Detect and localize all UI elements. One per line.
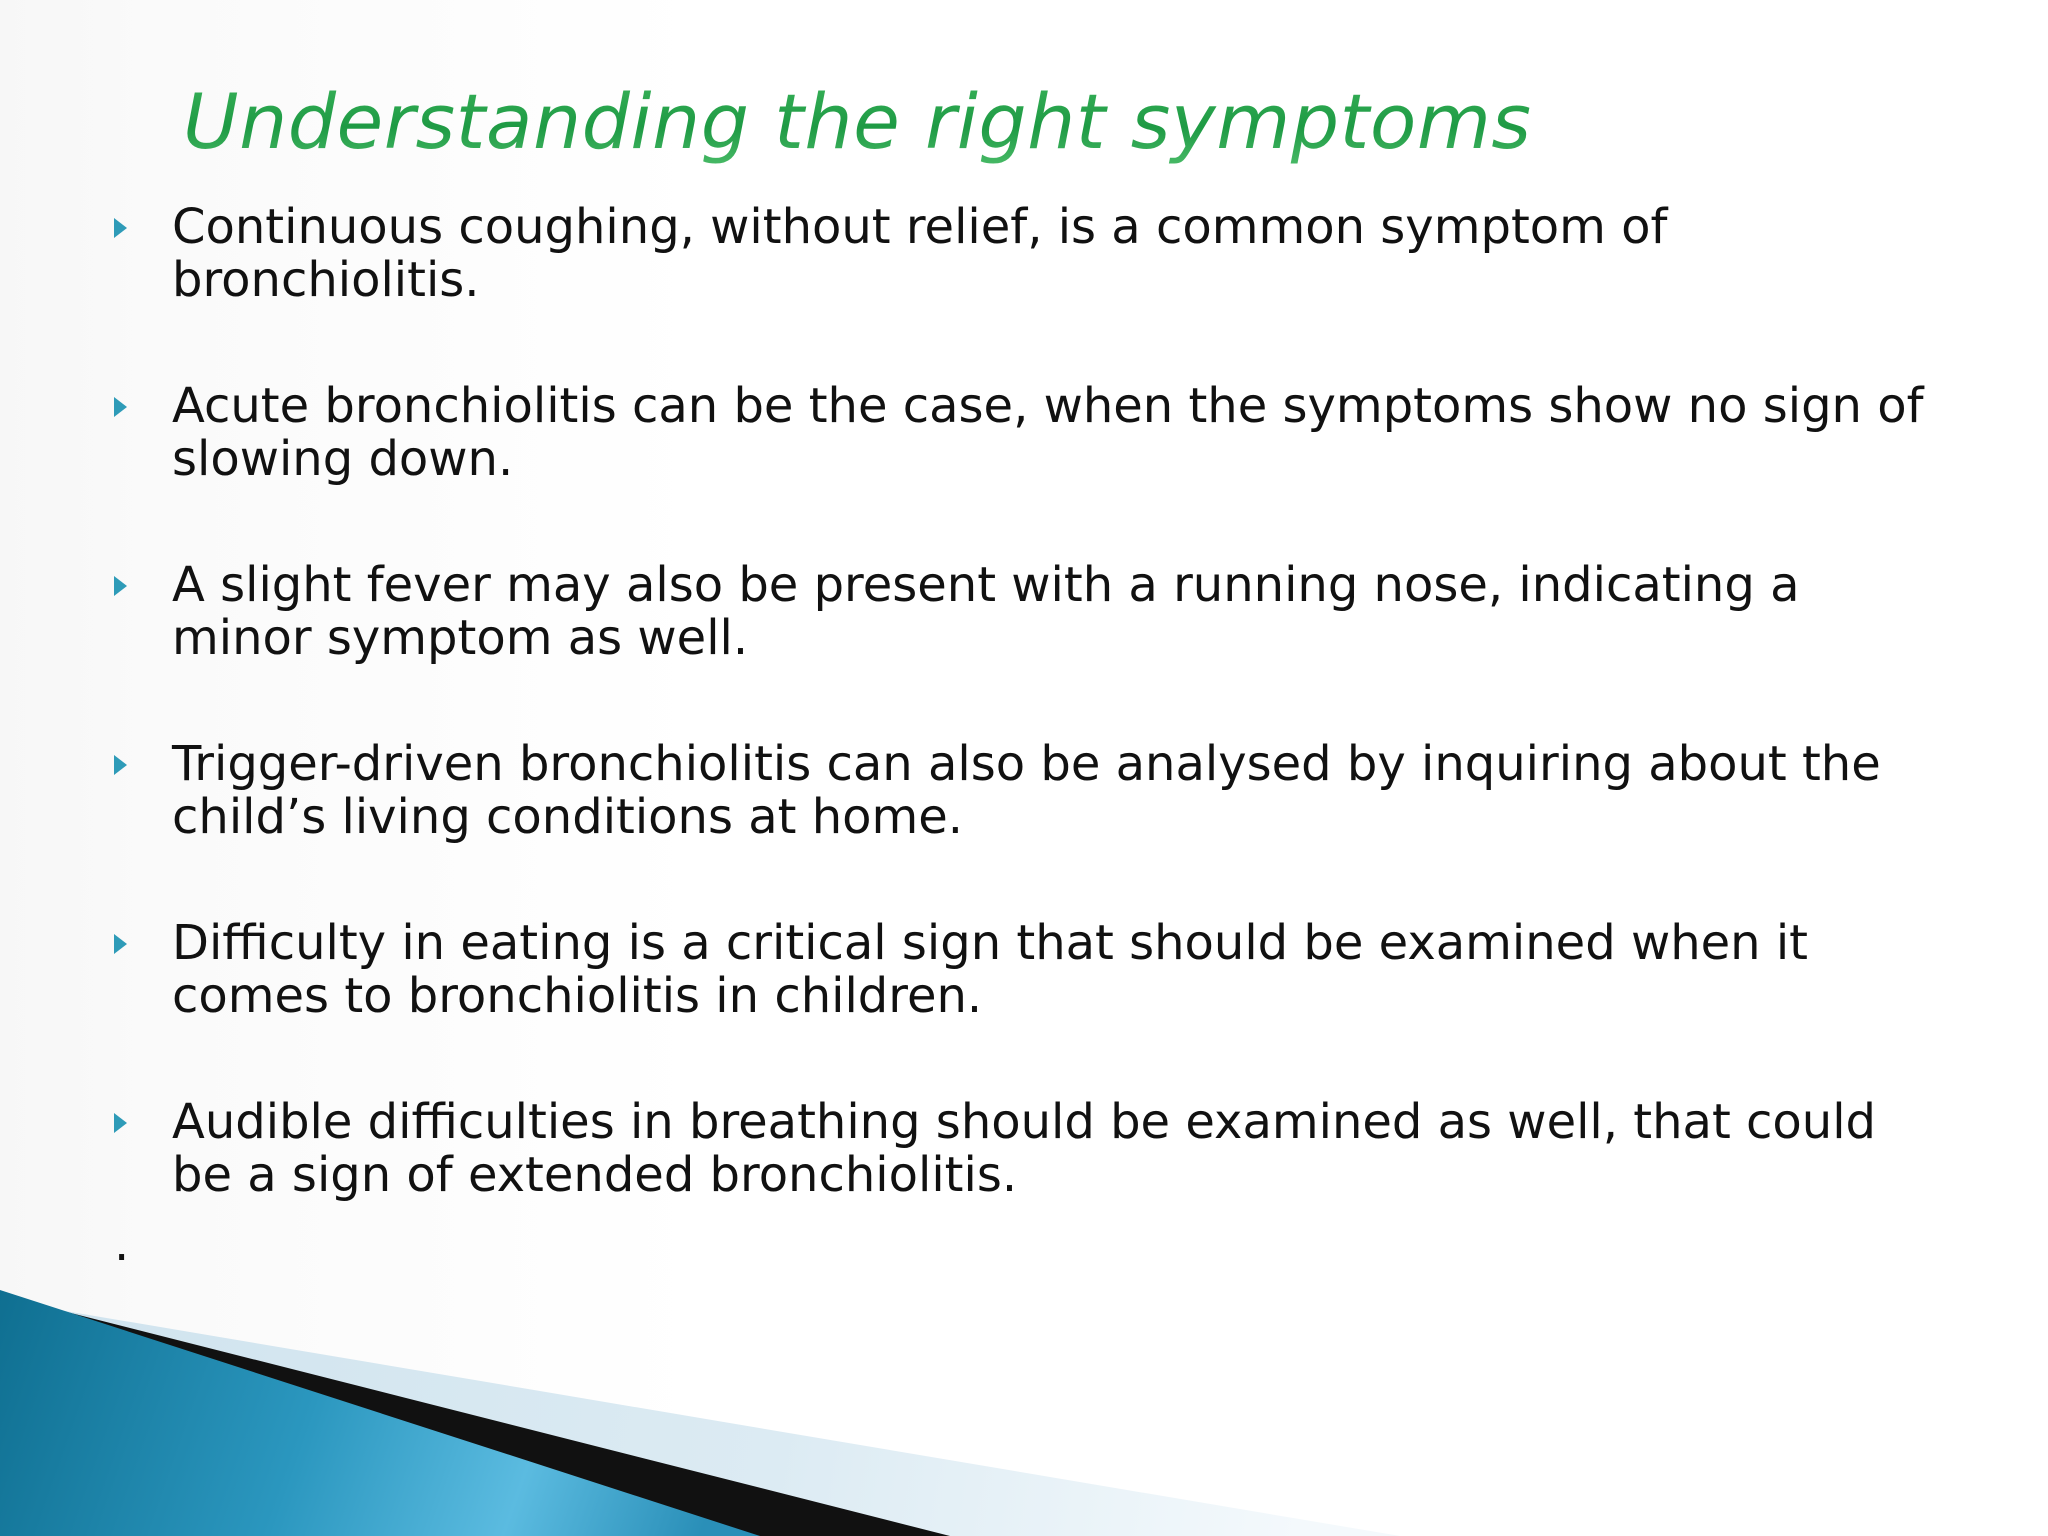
bullet-text: Acute bronchiolitis can be the case, when the symptoms show no sign of slowing down. [172, 378, 1924, 487]
bullet-text: A slight fever may also be present with a running nose, indicating a minor symptom as well. [172, 557, 1800, 666]
bullet-text: Trigger-driven bronchiolitis can also be analysed by inquiring about the child’s living conditions at home. [172, 736, 1881, 845]
bullet-text: Audible difficulties in breathing should be examined as well, that could be a sign of extended bronchiolitis. [172, 1094, 1876, 1203]
trailing-mark: . [114, 1216, 130, 1272]
bullet-text: Difficulty in eating is a critical sign that should be examined when it comes to bronchiolitis in children. [172, 915, 1808, 1024]
slide-title: Understanding the right symptoms [183, 72, 1532, 172]
bullet-text: Continuous coughing, without relief, is a common symptom of bronchiolitis. [172, 199, 1668, 308]
